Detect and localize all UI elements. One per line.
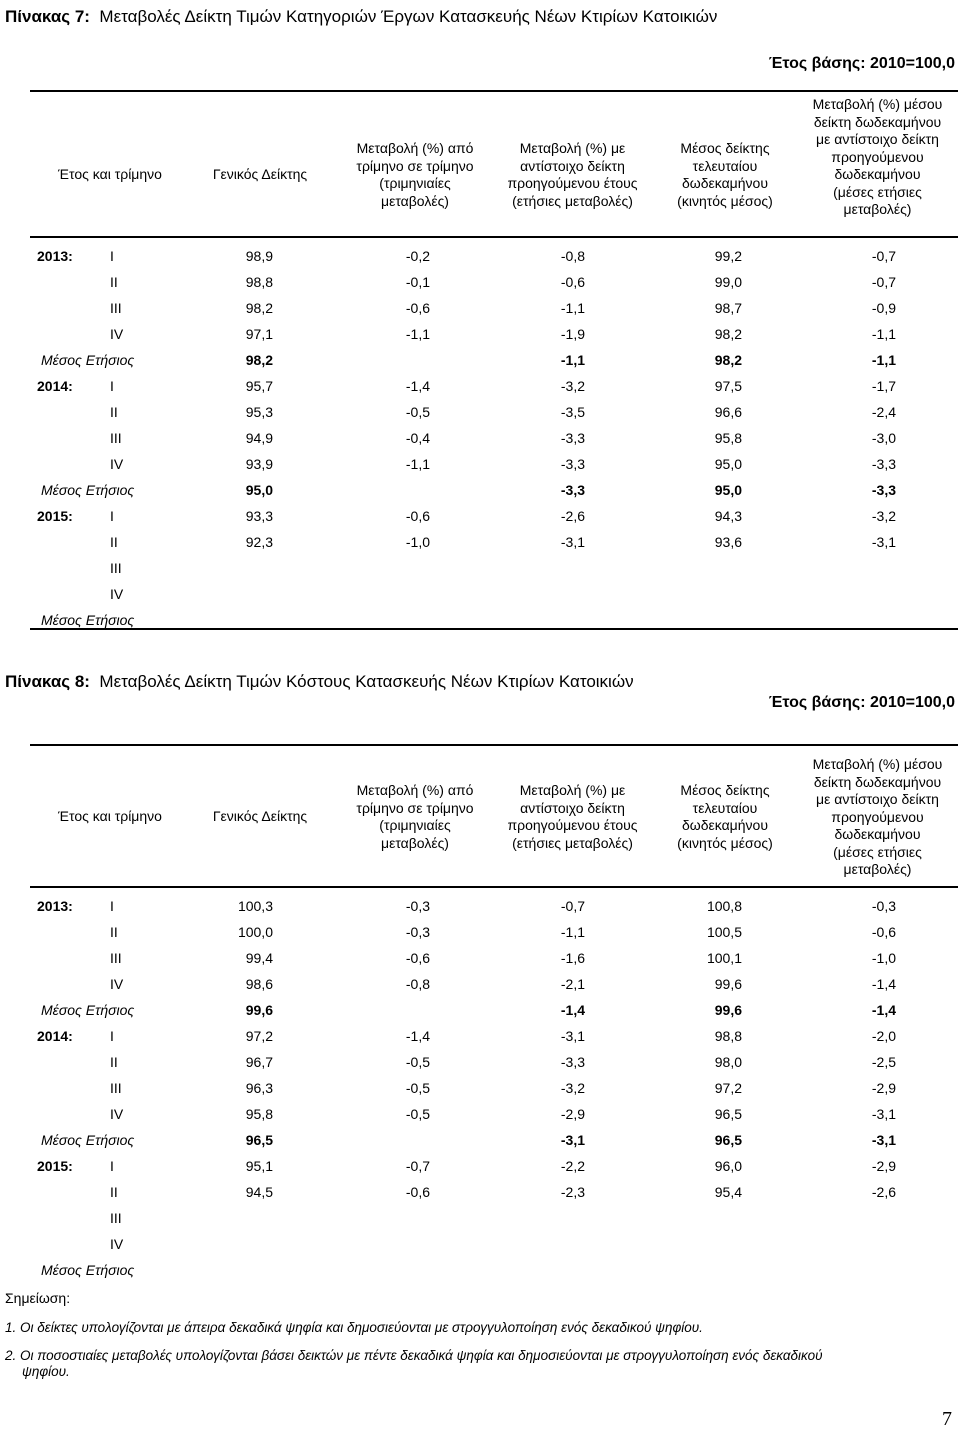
header-line: αντίστοιχο δείκτη [520, 799, 625, 816]
year-cell: 2013: [37, 898, 73, 914]
general-index-cell: 97,1 [245, 326, 273, 342]
general-index-cell: 100,3 [237, 898, 273, 914]
moving-average-cell: 98,7 [714, 300, 742, 316]
header-line: προηγούμενου έτους [507, 175, 638, 191]
moving-average-cell: 97,5 [714, 378, 742, 394]
quarter-cell: IV [110, 976, 124, 992]
annual-average-label: Μέσος Ετήσιος [41, 612, 135, 628]
note-2: 2. Οι ποσοστιαίες μεταβολές υπολογίζονται βάσει δεικτών με πέντε δεκαδικά ψηφία και δημοσιεύονται με στρογγυλοποίηση ενός δεκαδικού [5, 1348, 823, 1363]
header-rule [30, 886, 958, 888]
quarterly-change-cell: -0,5 [405, 1054, 430, 1070]
header-line: Έτος και τρίμηνο [58, 166, 162, 182]
quarter-cell: III [110, 300, 122, 316]
quarter-cell: II [110, 1184, 118, 1200]
header-moving-average [650, 782, 800, 852]
header-line: (κινητός μέσος) [677, 834, 773, 851]
moving-average-cell: 93,6 [714, 534, 742, 550]
table-row [0, 581, 960, 607]
annual-average-label: Μέσος Ετήσιος [41, 1002, 135, 1018]
general-index-cell: 98,8 [245, 274, 273, 290]
header-line: Μεταβολή (%) μέσου [812, 96, 943, 112]
moving-average-cell: 98,2 [714, 326, 742, 342]
header-annual-change [490, 782, 655, 852]
header-line: (ετήσιες μεταβολές) [512, 834, 633, 851]
quarter-cell: II [110, 534, 118, 550]
annual-change-cell: -3,1 [560, 1028, 585, 1044]
table-row [0, 1049, 960, 1075]
general-index-cell: 98,6 [245, 976, 273, 992]
table-rule [30, 744, 958, 746]
general-index-cell: 96,3 [245, 1080, 273, 1096]
moving-average-cell: 99,6 [714, 976, 742, 992]
annual-average-row [0, 1257, 960, 1283]
header-line: (μέσες ετήσιες [833, 843, 922, 860]
header-line: Γενικός Δείκτης [212, 166, 308, 182]
table-row [0, 503, 960, 529]
annual-change-cell: -3,3 [560, 430, 585, 446]
annual-change-cell: -3,2 [560, 378, 585, 394]
moving-average-cell: 100,1 [706, 950, 742, 966]
annual-average-label: Μέσος Ετήσιος [41, 352, 135, 368]
annual-average-row [0, 477, 960, 503]
header-line: Μεταβολή (%) με [519, 782, 626, 798]
header-line: με αντίστοιχο δείκτη [816, 791, 939, 807]
moving-average-cell: 96,5 [714, 1106, 742, 1122]
year-cell: 2015: [37, 508, 73, 524]
annual-average-row [0, 1127, 960, 1153]
header-line: τελευταίου [692, 799, 758, 816]
annual-change-cell: -1,6 [560, 950, 585, 966]
quarter-cell: I [110, 378, 114, 394]
base-year: Έτος βάσης: 2010=100,0 [768, 694, 955, 711]
quarter-cell: IV [110, 1236, 124, 1252]
quarter-cell: I [110, 1158, 114, 1174]
moving-average-cell: 96,0 [714, 1158, 742, 1174]
annual-average-label: Μέσος Ετήσιος [41, 1132, 135, 1148]
general-index-cell: 98,2 [245, 300, 273, 316]
quarter-cell: III [110, 560, 122, 576]
header-line: Μέσος δείκτης [680, 140, 770, 156]
average-annual-change-cell: -1,0 [871, 950, 896, 966]
quarter-cell: III [110, 430, 122, 446]
annual-change-cell: -2,1 [560, 976, 585, 992]
moving-average-cell: 98,2 [714, 352, 742, 368]
annual-change-cell: -3,3 [560, 456, 585, 472]
header-general-index [195, 166, 325, 184]
header-line: Μεταβολή (%) από [356, 140, 474, 156]
header-line: (τριμηνιαίες [379, 175, 451, 191]
quarterly-change-cell: -0,2 [405, 248, 430, 264]
annual-change-cell: -1,1 [560, 352, 585, 368]
quarter-cell: II [110, 274, 118, 290]
header-line: δείκτη δωδεκαμήνου [813, 773, 942, 790]
quarter-cell: IV [110, 326, 124, 342]
quarterly-change-cell: -1,0 [405, 534, 430, 550]
table-row [0, 1101, 960, 1127]
average-annual-change-cell: -0,3 [871, 898, 896, 914]
table-row [0, 919, 960, 945]
annual-average-row [0, 997, 960, 1023]
average-annual-change-cell: -2,4 [871, 404, 896, 420]
general-index-cell: 99,4 [245, 950, 273, 966]
table-bottom-rule [30, 628, 958, 630]
quarter-cell: I [110, 508, 114, 524]
year-cell: 2015: [37, 1158, 73, 1174]
page-number: 7 [942, 1408, 952, 1430]
annual-average-label: Μέσος Ετήσιος [41, 482, 135, 498]
header-line: Γενικός Δείκτης [212, 808, 308, 824]
average-annual-change-cell: -0,7 [871, 248, 896, 264]
header-line: προηγούμενου [831, 808, 924, 825]
quarterly-change-cell: -0,1 [405, 274, 430, 290]
general-index-cell: 96,5 [245, 1132, 273, 1148]
average-annual-change-cell: -2,0 [871, 1028, 896, 1044]
header-line: Μεταβολή (%) από [356, 782, 474, 798]
table-title: Πίνακας 7: Μεταβολές Δείκτη Τιμών Κατηγοριών Έργων Κατασκευής Νέων Κτιρίων Κατοικιών [5, 7, 718, 26]
quarterly-change-cell: -0,3 [405, 898, 430, 914]
table-rule [30, 90, 958, 92]
header-average-annual-change [795, 96, 960, 219]
general-index-cell: 93,9 [245, 456, 273, 472]
quarter-cell: IV [110, 1106, 124, 1122]
header-line: (κινητός μέσος) [677, 192, 773, 209]
annual-change-cell: -3,5 [560, 404, 585, 420]
header-line: δωδεκαμήνου [834, 826, 921, 842]
moving-average-cell: 95,8 [714, 430, 742, 446]
header-general-index [195, 808, 325, 826]
general-index-cell: 95,7 [245, 378, 273, 394]
general-index-cell: 98,9 [245, 248, 273, 264]
annual-average-label: Μέσος Ετήσιος [41, 1262, 135, 1278]
header-moving-average [650, 140, 800, 210]
general-index-cell: 98,2 [245, 352, 273, 368]
average-annual-change-cell: -0,6 [871, 924, 896, 940]
table-row [0, 1075, 960, 1101]
annual-average-row [0, 347, 960, 373]
average-annual-change-cell: -1,1 [871, 352, 896, 368]
quarter-cell: I [110, 898, 114, 914]
table-row [0, 1205, 960, 1231]
header-line: τελευταίου [692, 157, 758, 174]
header-line: με αντίστοιχο δείκτη [816, 131, 939, 147]
quarterly-change-cell: -0,6 [405, 1184, 430, 1200]
header-line: δείκτη δωδεκαμήνου [813, 113, 942, 130]
average-annual-change-cell: -0,9 [871, 300, 896, 316]
annual-change-cell: -0,8 [560, 248, 585, 264]
quarter-cell: I [110, 1028, 114, 1044]
average-annual-change-cell: -2,5 [871, 1054, 896, 1070]
table-row [0, 971, 960, 997]
quarterly-change-cell: -0,4 [405, 430, 430, 446]
quarter-cell: III [110, 1080, 122, 1096]
quarterly-change-cell: -0,8 [405, 976, 430, 992]
table-row [0, 243, 960, 269]
quarterly-change-cell: -0,6 [405, 300, 430, 316]
table-row [0, 529, 960, 555]
general-index-cell: 95,0 [245, 482, 273, 498]
quarter-cell: IV [110, 586, 124, 602]
table-row [0, 945, 960, 971]
general-index-cell: 100,0 [237, 924, 273, 940]
header-line: αντίστοιχο δείκτη [520, 157, 625, 174]
general-index-cell: 95,8 [245, 1106, 273, 1122]
base-year: Έτος βάσης: 2010=100,0 [768, 55, 955, 72]
moving-average-cell: 99,6 [714, 1002, 742, 1018]
header-line: μεταβολές) [381, 834, 449, 851]
table-row [0, 321, 960, 347]
quarterly-change-cell: -0,5 [405, 404, 430, 420]
general-index-cell: 99,6 [245, 1002, 273, 1018]
average-annual-change-cell: -1,1 [871, 326, 896, 342]
table-row [0, 1153, 960, 1179]
annual-change-cell: -2,3 [560, 1184, 585, 1200]
average-annual-change-cell: -2,9 [871, 1080, 896, 1096]
annual-change-cell: -3,3 [560, 482, 585, 498]
moving-average-cell: 95,0 [714, 456, 742, 472]
quarterly-change-cell: -1,1 [405, 326, 430, 342]
moving-average-cell: 99,2 [714, 248, 742, 264]
annual-change-cell: -1,1 [560, 300, 585, 316]
header-line: μεταβολές) [843, 861, 912, 877]
average-annual-change-cell: -3,3 [871, 456, 896, 472]
header-line: (μέσες ετήσιες [833, 183, 922, 200]
year-cell: 2013: [37, 248, 73, 264]
annual-change-cell: -1,1 [560, 924, 585, 940]
table-row [0, 269, 960, 295]
annual-change-cell: -3,2 [560, 1080, 585, 1096]
general-index-cell: 95,3 [245, 404, 273, 420]
table-title: Πίνακας 8: Μεταβολές Δείκτη Τιμών Κόστους Κατασκευής Νέων Κτιρίων Κατοικιών [5, 672, 634, 691]
header-line: Έτος και τρίμηνο [58, 808, 162, 824]
table-row [0, 425, 960, 451]
header-line: Μεταβολή (%) με [519, 140, 626, 156]
average-annual-change-cell: -1,7 [871, 378, 896, 394]
moving-average-cell: 95,0 [714, 482, 742, 498]
header-line: δωδεκαμήνου [682, 175, 768, 191]
header-line: μεταβολές) [843, 201, 912, 217]
moving-average-cell: 98,0 [714, 1054, 742, 1070]
general-index-cell: 95,1 [245, 1158, 273, 1174]
general-index-cell: 92,3 [245, 534, 273, 550]
moving-average-cell: 94,3 [714, 508, 742, 524]
note-2-continued: ψηφίου. [22, 1364, 70, 1379]
quarter-cell: I [110, 248, 114, 264]
quarterly-change-cell: -0,3 [405, 924, 430, 940]
annual-change-cell: -3,1 [560, 1132, 585, 1148]
header-rule [30, 236, 958, 238]
table-row [0, 1179, 960, 1205]
annual-change-cell: -1,9 [560, 326, 585, 342]
header-line: δωδεκαμήνου [834, 166, 921, 182]
moving-average-cell: 99,0 [714, 274, 742, 290]
average-annual-change-cell: -0,7 [871, 274, 896, 290]
general-index-cell: 97,2 [245, 1028, 273, 1044]
general-index-cell: 96,7 [245, 1054, 273, 1070]
annual-change-cell: -3,3 [560, 1054, 585, 1070]
table-row [0, 1231, 960, 1257]
quarter-cell: II [110, 1054, 118, 1070]
average-annual-change-cell: -3,1 [871, 534, 896, 550]
average-annual-change-cell: -3,1 [871, 1132, 896, 1148]
table-row [0, 1023, 960, 1049]
year-cell: 2014: [37, 378, 73, 394]
header-average-annual-change [795, 756, 960, 879]
average-annual-change-cell: -2,9 [871, 1158, 896, 1174]
annual-change-cell: -2,6 [560, 508, 585, 524]
average-annual-change-cell: -1,4 [871, 1002, 896, 1018]
annual-change-cell: -3,1 [560, 534, 585, 550]
quarterly-change-cell: -1,4 [405, 1028, 430, 1044]
moving-average-cell: 95,4 [714, 1184, 742, 1200]
header-quarterly-change [335, 782, 495, 852]
table-row [0, 295, 960, 321]
general-index-cell: 94,5 [245, 1184, 273, 1200]
header-annual-change [490, 140, 655, 210]
header-line: (ετήσιες μεταβολές) [512, 192, 633, 209]
note-1: 1. Οι δείκτες υπολογίζονται με άπειρα δεκαδικά ψηφία και δημοσιεύονται με στρογγυλοποίηση ενός δεκαδικού ψηφίου. [5, 1320, 703, 1335]
table-row [0, 555, 960, 581]
quarter-cell: IV [110, 456, 124, 472]
quarterly-change-cell: -1,4 [405, 378, 430, 394]
header-period [30, 166, 190, 184]
annual-change-cell: -0,7 [560, 898, 585, 914]
moving-average-cell: 96,5 [714, 1132, 742, 1148]
moving-average-cell: 97,2 [714, 1080, 742, 1096]
header-line: (τριμηνιαίες [379, 817, 451, 833]
average-annual-change-cell: -3,3 [871, 482, 896, 498]
general-index-cell: 93,3 [245, 508, 273, 524]
quarter-cell: III [110, 1210, 122, 1226]
quarterly-change-cell: -0,5 [405, 1106, 430, 1122]
header-line: Μέσος δείκτης [680, 782, 770, 798]
quarter-cell: II [110, 924, 118, 940]
average-annual-change-cell: -2,6 [871, 1184, 896, 1200]
table-row [0, 893, 960, 919]
year-cell: 2014: [37, 1028, 73, 1044]
moving-average-cell: 96,6 [714, 404, 742, 420]
annual-change-cell: -2,2 [560, 1158, 585, 1174]
average-annual-change-cell: -3,1 [871, 1106, 896, 1122]
header-line: Μεταβολή (%) μέσου [812, 756, 943, 772]
average-annual-change-cell: -1,4 [871, 976, 896, 992]
header-line: τρίμηνο σε τρίμηνο [356, 799, 474, 816]
annual-change-cell: -0,6 [560, 274, 585, 290]
header-line: μεταβολές) [381, 192, 449, 209]
header-line: προηγούμενου [831, 148, 924, 165]
average-annual-change-cell: -3,0 [871, 430, 896, 446]
notes-heading: Σημείωση: [5, 1290, 71, 1306]
quarterly-change-cell: -1,1 [405, 456, 430, 472]
header-line: τρίμηνο σε τρίμηνο [356, 157, 474, 174]
quarterly-change-cell: -0,6 [405, 950, 430, 966]
general-index-cell: 94,9 [245, 430, 273, 446]
quarterly-change-cell: -0,7 [405, 1158, 430, 1174]
quarterly-change-cell: -0,6 [405, 508, 430, 524]
header-quarterly-change [335, 140, 495, 210]
annual-change-cell: -1,4 [560, 1002, 585, 1018]
quarter-cell: II [110, 404, 118, 420]
header-line: προηγούμενου έτους [507, 817, 638, 833]
annual-change-cell: -2,9 [560, 1106, 585, 1122]
table-row [0, 373, 960, 399]
moving-average-cell: 100,5 [706, 924, 742, 940]
header-line: δωδεκαμήνου [682, 817, 768, 833]
header-period [30, 808, 190, 826]
average-annual-change-cell: -3,2 [871, 508, 896, 524]
table-row [0, 451, 960, 477]
table-row [0, 399, 960, 425]
moving-average-cell: 100,8 [706, 898, 742, 914]
quarterly-change-cell: -0,5 [405, 1080, 430, 1096]
quarter-cell: III [110, 950, 122, 966]
moving-average-cell: 98,8 [714, 1028, 742, 1044]
